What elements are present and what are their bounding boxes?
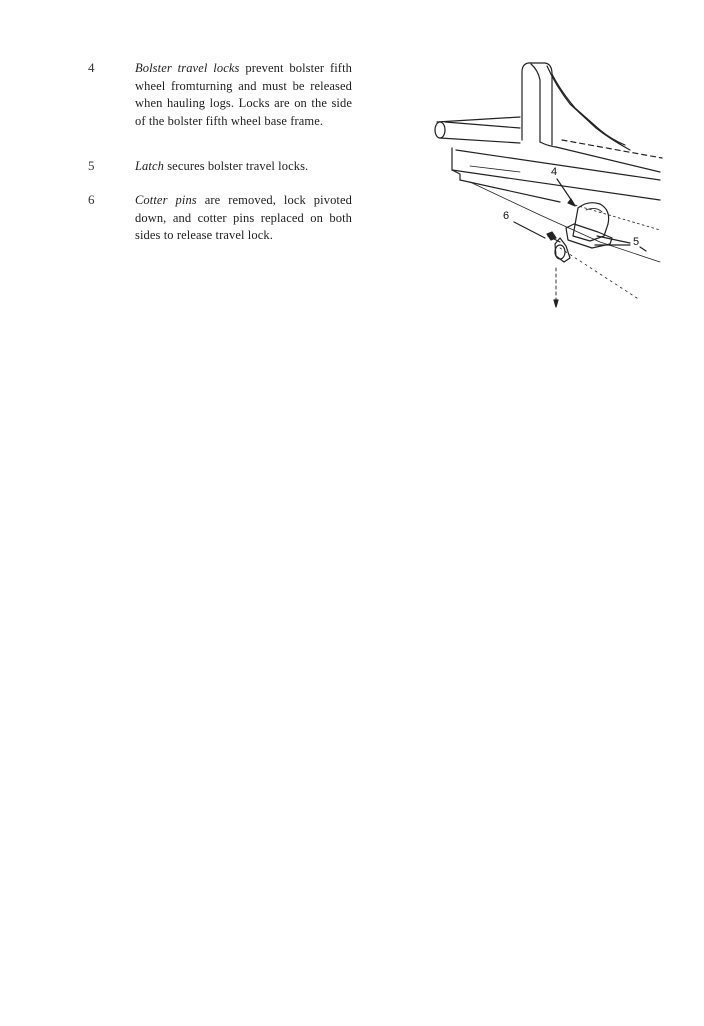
- callout-label-4: 4: [551, 166, 558, 178]
- item-text: [135, 158, 352, 176]
- arrowhead-4: [568, 199, 575, 206]
- item-number: 5: [88, 158, 95, 173]
- leader-line-5a: [597, 236, 630, 243]
- item-text: [135, 60, 352, 130]
- leader-line-6: [514, 222, 545, 238]
- item-body: secures bolster travel locks.: [163, 159, 309, 173]
- item-term: Bolster travel locks: [135, 61, 240, 75]
- item-text: [135, 192, 352, 245]
- bolster-stake: [522, 63, 630, 150]
- travel-lock: [547, 203, 612, 307]
- item-body: are removed, lock pivoted down, and cotter pins replaced on both sides to release travel lock.: [135, 193, 352, 242]
- item-number: 6: [88, 192, 95, 207]
- item-term: Cotter pins: [135, 193, 197, 207]
- callout-label-6: 6: [503, 210, 510, 222]
- item-number: 4: [88, 60, 95, 75]
- callout-label-5: 5: [633, 236, 640, 248]
- bolster-travel-lock-illustration: [420, 58, 704, 320]
- item-body: prevent bolster fifth wheel fromturning and must be released when hauling logs. Locks are on the side of the bolster fifth wheel base frame.: [135, 61, 352, 128]
- leader-line-5c: [640, 247, 646, 251]
- item-term: Latch: [135, 159, 164, 173]
